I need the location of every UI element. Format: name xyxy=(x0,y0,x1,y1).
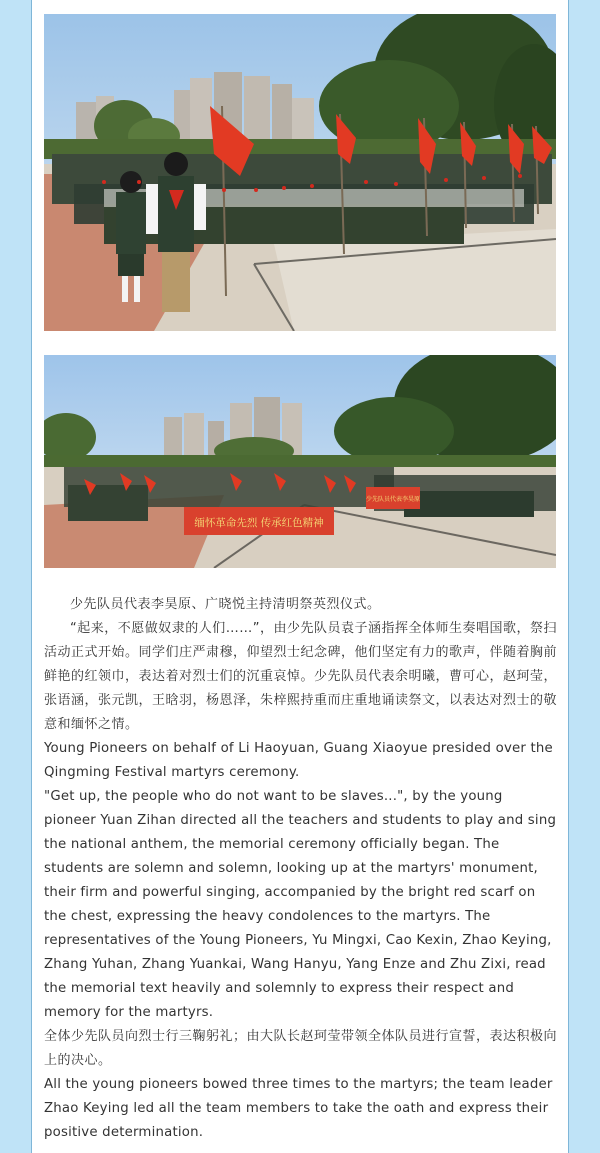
paragraph-oath-zh: 全体少先队员向烈士行三鞠躬礼；由大队长赵珂莹带领全体队员进行宣誓，表达积极向上的决心。 xyxy=(44,1029,558,1068)
paragraph-host-en: Young Pioneers on behalf of Li Haoyuan, Guang Xiaoyue presided over the Qingming Festival martyrs ceremony. xyxy=(44,741,553,780)
article-page xyxy=(31,0,569,1153)
paragraph-host-zh: 少先队员代表李昊原、广晓悦主持清明祭英烈仪式。 xyxy=(70,597,381,612)
photo-ceremony-plaza-with-banner xyxy=(44,355,556,568)
banner-text: 缅怀革命先烈 传承红色精神 xyxy=(194,517,324,529)
small-banner-text: 少先队员代表李昊原 xyxy=(365,496,421,503)
photo-students-with-red-flags xyxy=(44,14,556,331)
paragraph-anthem-en: "Get up, the people who do not want to be slaves...", by the young pioneer Yuan Zihan directed all the teachers and students to play and sing the national anthem, the memorial ceremony officially began. The students are solemn and solemn, looking up at the martyrs' monument, their firm and powerful singing, accompanied by the bright red scarf on the chest, expressing the heavy condolences to the martyrs. The representatives of the Young Pioneers, Yu Mingxi, Cao Kexin, Zhao Keying, Zhang Yuhan, Zhang Yuankai, Wang Hanyu, Yang Enze and Zhu Zixi, read the memorial text heavily and solemnly to express their respect and memory for the martyrs. xyxy=(44,789,557,1020)
paragraph-oath-en: All the young pioneers bowed three times to the martyrs; the team leader Zhao Keying led all the team members to take the oath and express their positive determination. xyxy=(44,1077,553,1140)
paragraph-anthem-zh: “起来，不愿做奴隶的人们……”，由少先队员袁子涵指挥全体师生奏唱国歌，祭扫活动正式开始。同学们庄严肃穆，仰望烈士纪念碑，他们坚定有力的歌声，伴随着胸前鲜艳的红领巾，表达着对烈士们的沉重哀悼。少先队员代表余明曦，曹可心，赵珂莹，张语涵，张元凯，王晗羽，杨恩泽，朱梓熙持重而庄重地诵读祭文，以表达对烈士的敬意和缅怀之情。 xyxy=(44,621,558,732)
photo-students-with-red-flags-icon xyxy=(44,14,556,331)
photo-ceremony-plaza-with-banner-icon xyxy=(44,355,556,568)
article-body xyxy=(44,593,558,1145)
